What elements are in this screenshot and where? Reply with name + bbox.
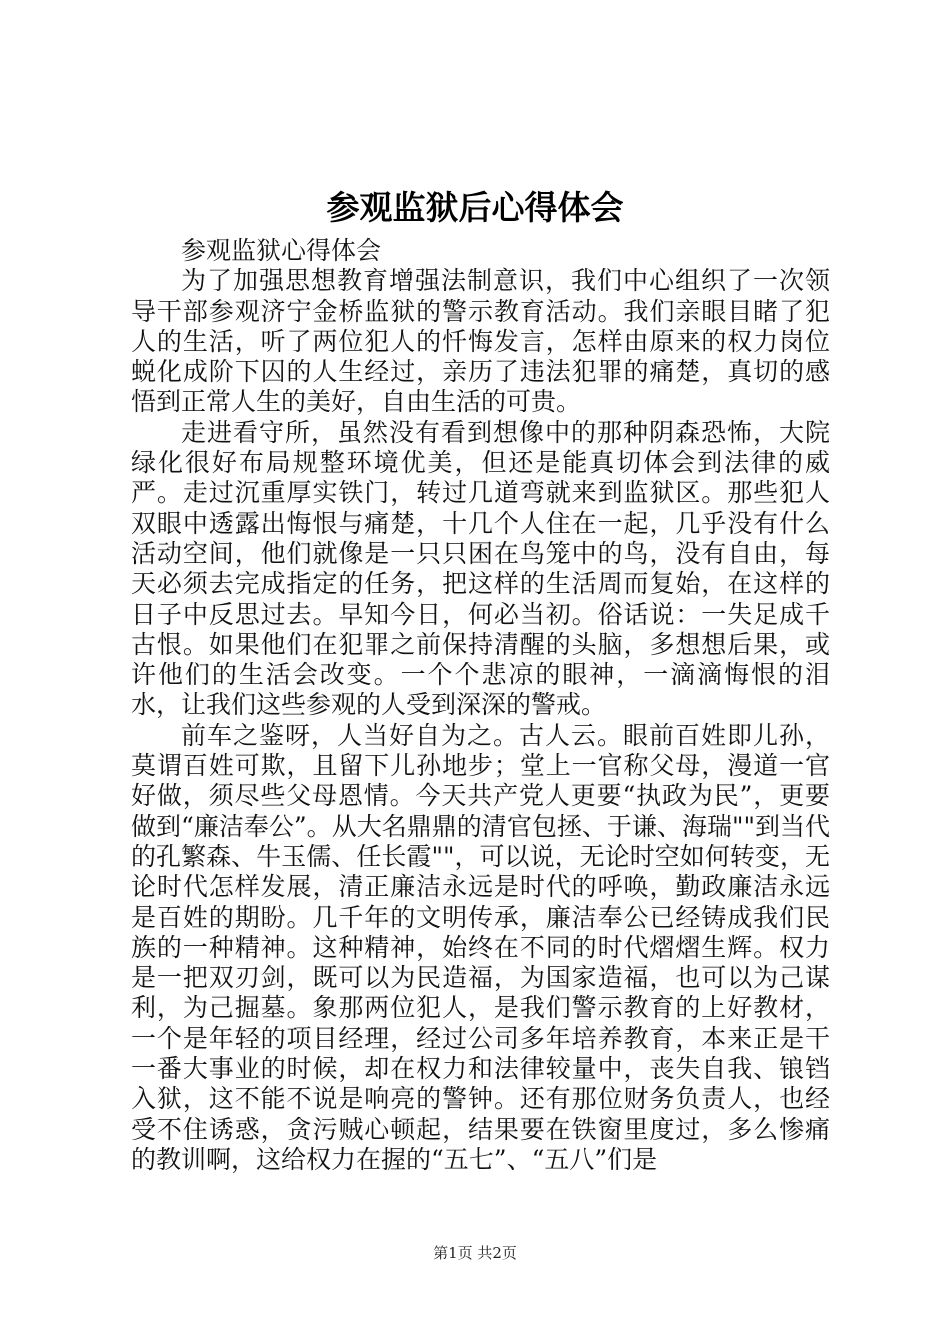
document-title: 参观监狱后心得体会 (326, 188, 624, 227)
subtitle-paragraph: 参观监狱心得体会 (181, 236, 382, 265)
body-paragraph: 前车之鉴呀，人当好自为之。古人云。眼前百姓即儿孙，莫谓百姓可欺，且留下儿孙地步；堂上一官称父母，漫道一官好做，须尽些父母恩情。今天共产党人更要“执政为民”，更要做到“廉洁奉公”。从大名鼎鼎的清官包拯、于谦、海瑞""到当代的孔繁森、牛玉儒、任长霞""，可以说，无论时空如何转变，无论时代怎样发展，清正廉洁永远是时代的呼唤，勤政廉洁永远是百姓的期盼。几千年的文明传承，廉洁奉公已经铸成我们民族的一种精神。这种精神，始终在不同的时代熠熠生辉。权力是一把双刃剑，既可以为民造福，为国家造福，也可以为己谋利，为己掘墓。象那两位犯人，是我们警示教育的上好教材，一个是年轻的项目经理，经过公司多年培养教育，本来正是干一番大事业的时候，却在权力和法律较量中，丧失自我、锒铛入狱，这不能不说是响亮的警钟。还有那位财务负责人，也经受不住诱惑，贪污贼心顿起，结果要在铁窗里度过，多么惨痛的教训啊，这给权力在握的“五七”、“五八”们是 (131, 720, 830, 1174)
page-number-footer: 第1页 共2页 (433, 1244, 517, 1262)
document-body (131, 236, 830, 1175)
body-paragraph: 走进看守所，虽然没有看到想像中的那种阴森恐怖，大院绿化很好布局规整环境优美，但还是能真切体会到法律的威严。走过沉重厚实铁门，转过几道弯就来到监狱区。那些犯人双眼中透露出悔恨与痛楚，十几个人住在一起，几乎没有什么活动空间，他们就像是一只只困在鸟笼中的鸟，没有自由，每天必须去完成指定的任务，把这样的生活周而复始，在这样的日子中反思过去。早知今日，何必当初。俗话说：一失足成千古恨。如果他们在犯罪之前保持清醒的头脑，多想想后果，或许他们的生活会改变。一个个悲凉的眼神，一滴滴悔恨的泪水，让我们这些参观的人受到深深的警戒。 (131, 417, 830, 720)
body-paragraph: 为了加强思想教育增强法制意识，我们中心组织了一次领导干部参观济宁金桥监狱的警示教育活动。我们亲眼目睹了犯人的生活，听了两位犯人的忏悔发言，怎样由原来的权力岗位蜕化成阶下囚的人生经过，亲历了违法犯罪的痛楚，真切的感悟到正常人生的美好，自由生活的可贵。 (131, 266, 830, 417)
